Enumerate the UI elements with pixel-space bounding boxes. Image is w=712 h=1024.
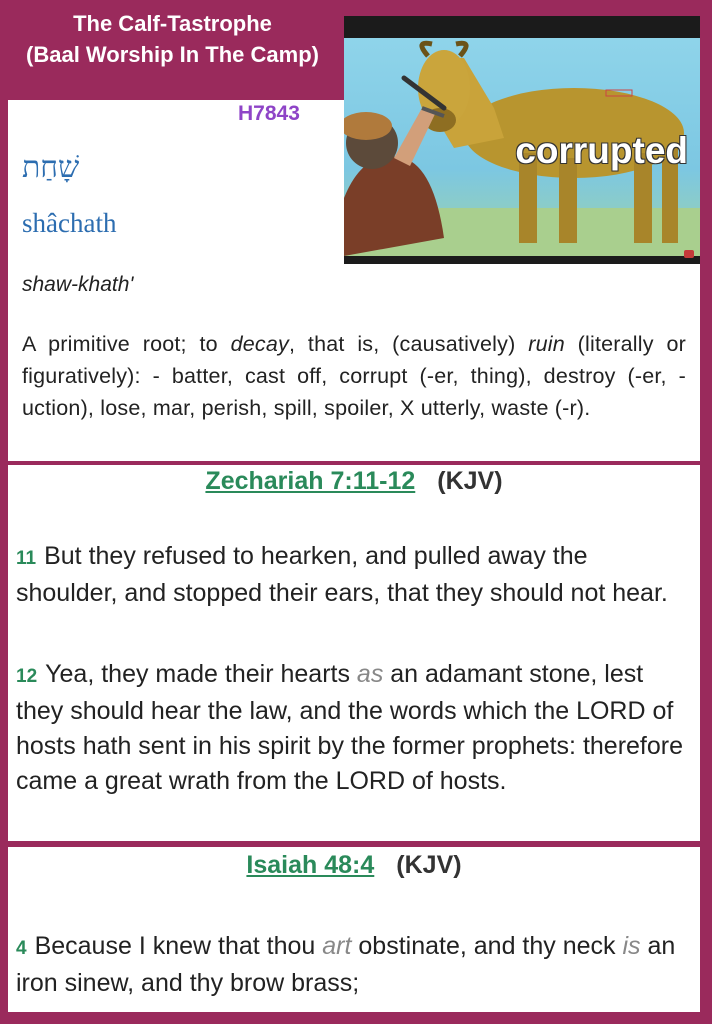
hebrew-word: שָׁחַת — [22, 150, 80, 185]
verse-italic-word: art — [322, 932, 352, 960]
title-line-2: (Baal Worship In The Camp) — [26, 42, 319, 67]
verse-italic-word: as — [356, 660, 384, 688]
verse-number: 11 — [16, 548, 37, 569]
definition-part: (literally or figuratively): - batter, cast off, corrupt (-er, thing), destroy (-er, -uction), lose, mar, perish, spill, spoiler, X utterly, waste (-r). — [22, 332, 686, 420]
verse-12 — [16, 657, 692, 799]
verse-text: obstinate, and thy neck — [351, 932, 623, 960]
isaiah-version: (KJV) — [396, 851, 462, 879]
verse-text: But they refused to hearken, and pulled away the shoulder, and stopped their ears, that they should not hear. — [16, 542, 668, 607]
overlay-caption: corrupted — [515, 130, 688, 171]
isaiah-card — [8, 847, 700, 1012]
definition-emphasis: decay — [230, 332, 289, 356]
strongs-number: H7843 — [238, 102, 300, 125]
verse-text: an adamant stone, lest they should hear the law, and the words which the LORD of hosts hath sent in his spirit by the former prophets: therefore came a great wrath from the LORD of hosts. — [16, 660, 684, 795]
definition-part: A primitive root; to — [22, 332, 231, 356]
zechariah-card — [8, 465, 700, 841]
pronunciation: shaw-khath' — [22, 273, 134, 296]
zechariah-version: (KJV) — [437, 467, 503, 495]
verse-number: 12 — [16, 666, 38, 687]
verse-text: Because I knew that thou — [34, 932, 323, 960]
verse-number: 4 — [16, 938, 27, 959]
definition-emphasis: ruin — [528, 332, 565, 356]
isaiah-reference-link[interactable]: Isaiah 48:4 — [246, 851, 375, 879]
verse-11 — [16, 539, 692, 611]
definition-text — [22, 328, 686, 424]
video-thumbnail — [344, 16, 700, 264]
zechariah-reference-line — [8, 467, 700, 496]
verse-text: an iron sinew, and thy brow brass; — [16, 932, 676, 997]
definition-part: , that is, (causatively) — [288, 332, 529, 356]
transliteration: shâchath — [22, 208, 117, 238]
page-title — [0, 8, 345, 70]
isaiah-reference-line — [8, 851, 700, 880]
video-badge-icon — [684, 250, 694, 258]
verse-text: Yea, they made their hearts — [45, 660, 357, 688]
verse-4 — [16, 929, 692, 1001]
zechariah-reference-link[interactable]: Zechariah 7:11-12 — [205, 467, 416, 495]
verse-italic-word: is — [622, 932, 641, 960]
title-line-1: The Calf-Tastrophe — [73, 11, 272, 36]
